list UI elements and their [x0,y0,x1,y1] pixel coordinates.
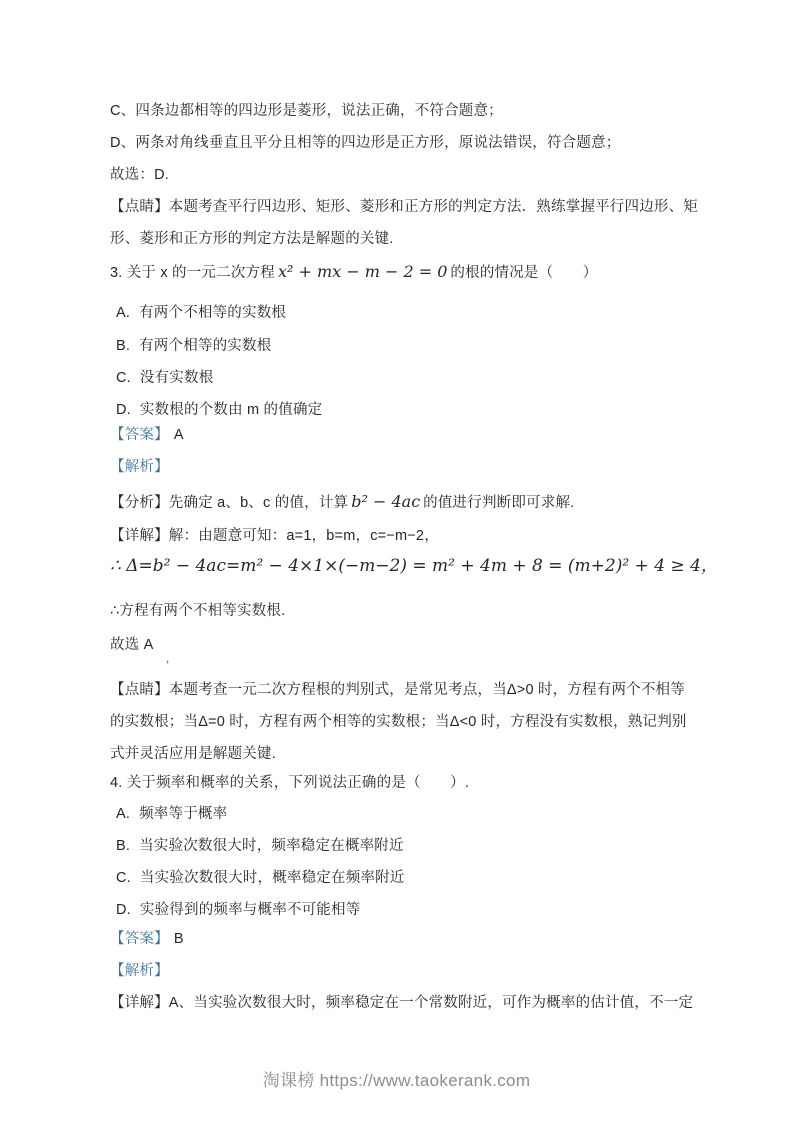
option-text: 当实验次数很大时，概率稳定在频率附近 [139,870,405,886]
analysis-prefix: 【分析】先确定 a、b、c 的值，计算 [110,495,349,511]
option-label: C. [116,870,131,886]
option-text: 当实验次数很大时，频率稳定在概率附近 [139,838,404,854]
q3-analysis-line [110,491,574,514]
option-label: A. [116,806,131,822]
q3-answer-line [110,425,184,446]
q3-option-d [116,400,322,421]
q3-conclusion-2: 故选 A [110,637,154,653]
q3-conclusion-1: ∴方程有两个不相等实数根. [110,603,286,619]
q3-comment-line-2: 的实数根；当Δ=0 时，方程有两个相等的实数根；当Δ<0 时，方程没有实数根，熟记判别 [110,714,687,730]
q3-formula-line [110,556,718,578]
option-text: 实验得到的频率与概率不可能相等 [139,902,361,918]
option-text: 有两个相等的实数根 [139,338,272,354]
answer-label: 【答案】 [110,931,169,947]
option-text: 实数根的个数由 m 的值确定 [139,402,323,418]
q3-analysis-label: 【解析】 [110,459,169,475]
q3-comment-line-3: 式并灵活应用是解题关键. [110,746,276,762]
q3-option-c [116,368,213,389]
option-text: 频率等于概率 [139,806,228,822]
q4-analysis-label: 【解析】 [110,963,169,979]
q3-stem [110,261,597,284]
q2-option-c-analysis: C、四条边都相等的四边形是菱形，说法正确，不符合题意； [110,103,503,119]
watermark: 淘课榜 https://www.taokerank.com [262,1071,531,1090]
option-label: B. [116,338,131,354]
q2-comment-line-1: 【点睛】本题考查平行四边形、矩形、菱形和正方形的判定方法．熟练掌握平行四边形、矩 [110,199,698,215]
delta-formula: ∴ Δ=b² − 4ac=m² − 4×1×(−m−2) = m² + 4m + 8 = (m+2)² + 4 ≥ 4， [110,556,718,576]
stray-comma-mark: ， [166,654,176,665]
q3-comment-line-1: 【点睛】本题考查一元二次方程根的判别式，是常见考点，当Δ>0 时，方程有两个不相等 [110,682,685,698]
q4-stem: 4. 关于频率和概率的关系，下列说法正确的是（ ）. [110,775,470,791]
option-label: C. [116,370,131,386]
q4-option-b [116,836,404,857]
q3-option-a [116,303,286,324]
answer-value: A [173,427,184,443]
q4-detail-line: 【详解】A、当实验次数很大时，频率稳定在一个常数附近，可作为概率的估计值，不一定 [110,995,694,1011]
option-text: 有两个不相等的实数根 [139,305,287,321]
q4-option-d [116,900,360,921]
option-label: D. [116,402,131,418]
option-text: 没有实数根 [139,370,214,386]
q4-answer-line [110,929,184,950]
q3-detail-line: 【详解】解：由题意可知：a=1，b=m，c=−m−2， [110,528,439,544]
option-label: A. [116,305,131,321]
q2-comment-line-2: 形、菱形和正方形的判定方法是解题的关键. [110,231,394,247]
q3-stem-suffix: 的根的情况是（ ） [450,265,598,281]
option-label: B. [116,838,131,854]
q2-option-d-analysis: D、两条对角线垂直且平分且相等的四边形是正方形，原说法错误，符合题意； [110,135,621,151]
analysis-suffix: 的值进行判断即可求解. [423,495,575,511]
q3-option-b [116,336,271,357]
q4-option-a [116,804,227,825]
option-label: D. [116,902,131,918]
q4-option-c [116,868,405,889]
q3-stem-prefix: 3. 关于 x 的一元二次方程 [110,265,275,281]
discriminant-expression: b² − 4ac [351,492,421,511]
answer-value: B [173,931,184,947]
answer-label: 【答案】 [110,427,169,443]
q2-conclusion: 故选：D. [110,167,169,183]
q3-equation: x² + mx − m − 2 = 0 [277,262,448,281]
